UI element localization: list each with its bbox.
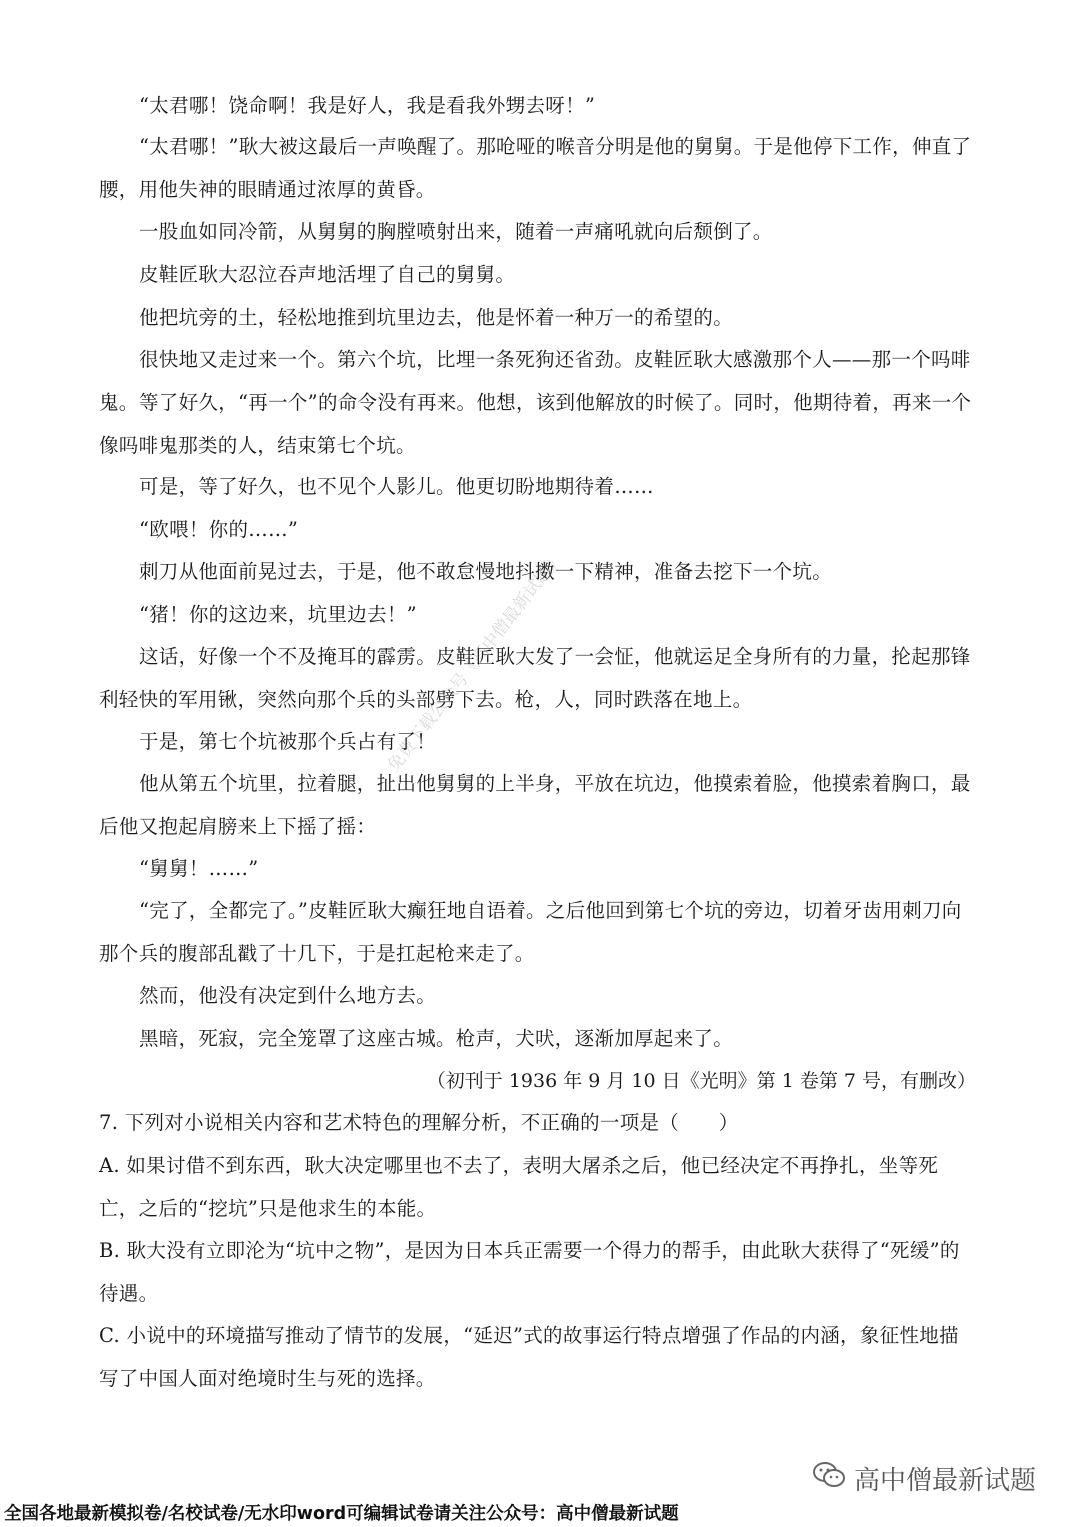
brand-logo xyxy=(812,1458,1036,1498)
option-b: B. 耿大没有立即沦为“坑中之物”，是因为日本兵正需要一个得力的帮手，由此耿大获得了“死缓”的待遇。 xyxy=(99,1239,960,1305)
story-paragraph: 然而，他没有决定到什么地方去。 xyxy=(139,984,437,1007)
footer-notice: 全国各地最新模拟卷/名校试卷/无水印word可编辑试卷请关注公众号：高中僧最新试题 xyxy=(4,1504,679,1524)
story-paragraph: “太君哪！”耿大被这最后一声唤醒了。那呛哑的喉音分明是他的舅舅。于是他停下工作，伸直了腰，用他失神的眼睛通过浓厚的黄昏。 xyxy=(99,135,972,201)
story-paragraph: “完了，全都完了。”皮鞋匠耿大癫狂地自语着。之后他回到第七个坑的旁边，切着牙齿用刺刀向那个兵的腹部乱戳了十几下，于是扛起枪来走了。 xyxy=(99,899,962,965)
story-paragraph: 黑暗，死寂，完全笼罩了这座古城。枪声，犬吠，逐渐加厚起来了。 xyxy=(139,1027,734,1050)
story-paragraph: “太君哪！饶命啊！我是好人，我是看我外甥去呀！” xyxy=(139,94,596,117)
story-paragraph: 于是，第七个坑被那个兵占有了！ xyxy=(139,730,437,753)
story-paragraph: 一股血如同冷箭，从舅舅的胸膛喷射出来，随着一声痛吼就向后颓倒了。 xyxy=(139,220,773,243)
story-paragraph: 等了好久，“再一个”的命令没有再来。他想，该到他解放的时候了。同时，他期待着，再来一个像吗啡鬼那类的人，结束第七个坑。 xyxy=(99,391,972,457)
story-paragraph: 刺刀从他面前晃过去，于是，他不敢怠慢地抖擞一下精神，准备去挖下一个坑。 xyxy=(139,560,833,583)
story-paragraph: “舅舅！……” xyxy=(139,857,259,880)
story-paragraph: “猪！你的这边来，坑里边去！” xyxy=(139,603,417,626)
story-paragraph: 他把坑旁的土，轻松地推到坑里边去，他是怀着一种万一的希望的。 xyxy=(139,306,734,329)
brand-name: 高中僧最新试题 xyxy=(854,1465,1037,1496)
wechat-icon xyxy=(812,1460,846,1497)
option-c: C. 小说中的环境描写推动了情节的发展，“延迟”式的故事运行特点增强了作品的内涵，象征性地描写了中国人面对绝境时生与死的选择。 xyxy=(99,1324,959,1390)
story-paragraph: 皮鞋匠耿大忍泣吞声地活埋了自己的舅舅。 xyxy=(139,263,516,286)
story-paragraph: 可是，等了好久，也不见个人影儿。他更切盼地期待着…… xyxy=(139,475,654,498)
option-a: A. 如果讨借不到东西，耿大决定哪里也不去了，表明大屠杀之后，他已经决定不再挣扎，坐等死亡，之后的“挖坑”只是他求生的本能。 xyxy=(99,1154,939,1220)
story-paragraph: “欧喂！你的……” xyxy=(139,518,299,541)
question-stem: 7. 下列对小说相关内容和艺术特色的理解分析，不正确的一项是（ ） xyxy=(99,1111,739,1134)
story-paragraph: 他从第五个坑里，拉着腿，扯出他舅舅的上半身，平放在坑边，他摸索着脸，他摸索着胸口，最后他又抱起肩膀来上下摇了摇： xyxy=(99,772,971,838)
source-note: （初刊于 1936 年 9 月 10 日《光明》第 1 卷第 7 号，有删改） xyxy=(426,1070,976,1092)
story-paragraph: 很快地又走过来一个。第六个坑，比埋一条死狗还省劲。皮鞋匠耿大感激那个人——那一个吗啡鬼。 xyxy=(99,348,971,414)
story-paragraph: 这话，好像一个不及掩耳的霹雳。皮鞋匠耿大发了一会怔，他就运足全身所有的力量，抡起那锋利轻快的军用锹，突然向那个兵的头部劈下去。枪，人，同时跌落在地上。 xyxy=(99,645,971,711)
watermark: 免费下载公众号《高中僧最新试题》 xyxy=(383,548,568,776)
